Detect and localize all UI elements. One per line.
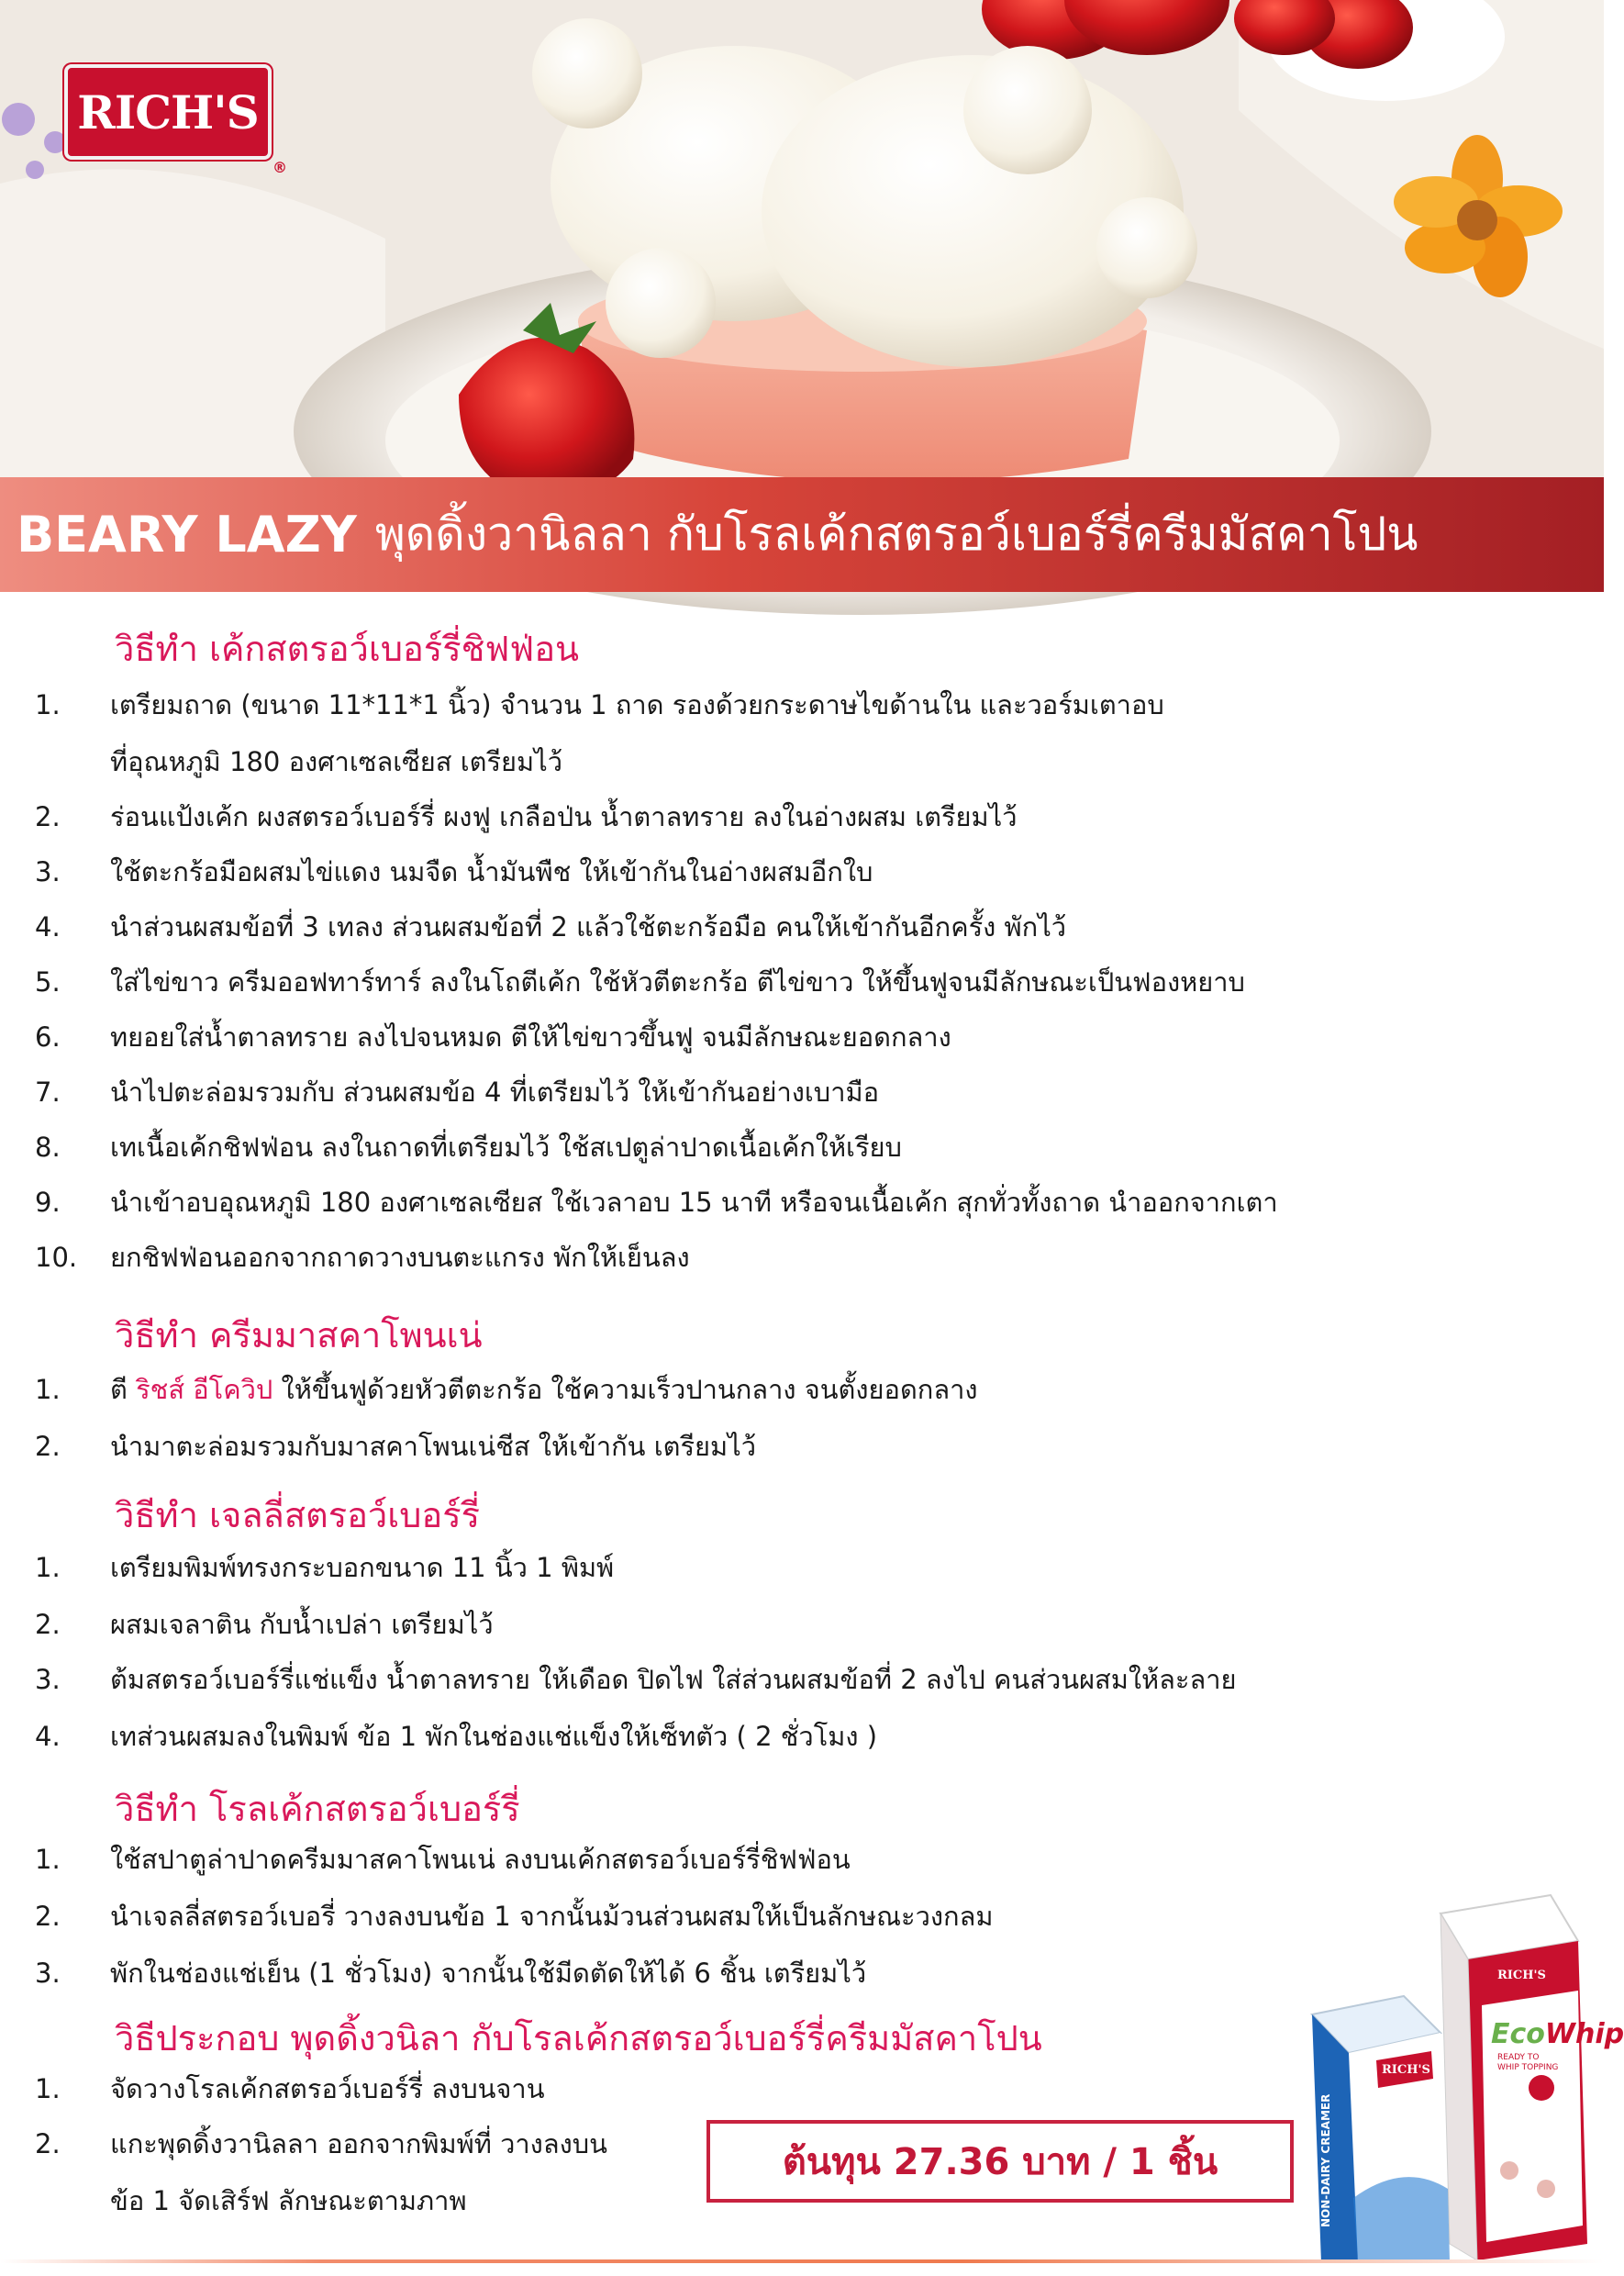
step-text: นำส่วนผสมข้อที่ 3 เทลง ส่วนผสมข้อที่ 2 แล้วใช้ตะกร้อมือ คนให้เข้ากันอีกครั้ง พักไว้ xyxy=(110,911,1067,943)
step-number: 1. xyxy=(35,1374,61,1405)
ecowhip-subtitle: READY TO WHIP TOPPING xyxy=(1497,2053,1559,2072)
step-text: เทเนื้อเค้กชิฟฟ่อน ลงในถาดที่เตรียมไว้ ใช้สเปตูล่าปาดเนื้อเค้กให้เรียบ xyxy=(110,1132,902,1163)
step-number: 10. xyxy=(35,1242,78,1273)
ecowhip-name-whip: Whip xyxy=(1544,2018,1624,2050)
creamer-brand: RICH'S xyxy=(1382,2063,1430,2077)
step-number: 1. xyxy=(35,1844,61,1875)
step-text: เทส่วนผสมลงในพิมพ์ ข้อ 1 พักในช่องแช่แข็งให้เซ็ทตัว ( 2 ชั่วโมง ) xyxy=(110,1721,878,1752)
step-text-pre: ตี xyxy=(110,1374,137,1405)
step-number: 1. xyxy=(35,2073,61,2104)
step-text: พักในช่องแช่เย็น (1 ชั่วโมง) จากนั้นใช้มีดตัดให้ได้ 6 ชิ้น เตรียมไว้ xyxy=(110,1958,867,1989)
step-text: ใช้ตะกร้อมือผสมไข่แดง นมจืด น้ำมันพืช ให้เข้ากันในอ่างผสมอีกใบ xyxy=(110,856,873,887)
step-number: 5. xyxy=(35,966,61,998)
cost-box: ต้นทุน 27.36 บาท / 1 ชิ้น xyxy=(706,2120,1294,2203)
step-text: เตรียมถาด (ขนาด 11*11*1 นิ้ว) จำนวน 1 ถาด รองด้วยกระดาษไขด้านใน และวอร์มเตาอบ xyxy=(110,689,1164,720)
step-text: ร่อนแป้งเค้ก ผงสตรอว์เบอร์รี่ ผงฟู เกลือป่น น้ำตาลทราย ลงในอ่างผสม เตรียมไว้ xyxy=(110,801,1018,832)
step-number: 2. xyxy=(35,1431,61,1462)
step-text xyxy=(110,1371,978,1408)
step-number: 3. xyxy=(35,1958,61,1989)
title-english: BEARY LAZY xyxy=(17,506,357,563)
hero-photo xyxy=(0,0,1604,500)
step-number: 2. xyxy=(35,801,61,832)
title-thai: พุดดิ้งวานิลลา กับโรลเค้กสตรอว์เบอร์รี่ครีมมัสคาโปน xyxy=(374,508,1418,561)
step-number: 3. xyxy=(35,1664,61,1695)
step-number: 6. xyxy=(35,1021,61,1053)
step-text: นำมาตะล่อมรวมกับมาสคาโพนเน่ชีส ให้เข้ากัน เตรียมไว้ xyxy=(110,1431,757,1462)
step-text-continued: ที่อุณหภูมิ 180 องศาเซลเซียส เตรียมไว้ xyxy=(110,746,563,777)
product-highlight: ริชส์ อีโควิป xyxy=(136,1374,273,1405)
section-title-roll-cake: วิธีทำ โรลเค้กสตรอว์เบอร์รี่ xyxy=(115,1789,520,1829)
step-text: ใช้สปาตูล่าปาดครีมมาสคาโพนเน่ ลงบนเค้กสตรอว์เบอร์รี่ชิฟฟ่อน xyxy=(110,1844,851,1875)
step-number: 1. xyxy=(35,1552,61,1583)
step-number: 2. xyxy=(35,2128,61,2159)
step-text: จัดวางโรลเค้กสตรอว์เบอร์รี่ ลงบนจาน xyxy=(110,2073,545,2104)
step-number: 2. xyxy=(35,1609,61,1640)
logo-text: RICH'S xyxy=(77,84,259,139)
step-number: 3. xyxy=(35,856,61,887)
step-number: 4. xyxy=(35,1721,61,1752)
registered-mark: ® xyxy=(273,159,286,176)
step-text: ใส่ไข่ขาว ครีมออฟทาร์ทาร์ ลงในโถตีเค้ก ใช้หัวตีตะกร้อ ตีไข่ขาว ให้ขึ้นฟูจนมีลักษณะเป็นฟองหยาบ xyxy=(110,966,1245,998)
ecowhip-name xyxy=(1491,2018,1624,2050)
product-images xyxy=(1303,1895,1624,2262)
section-title-chiffon: วิธีทำ เค้กสตรอว์เบอร์รี่ชิฟฟ่อน xyxy=(115,629,580,669)
creamer-name: NON-DAIRY CREAMER xyxy=(1319,2093,1332,2227)
step-text: นำเจลลี่สตรอว์เบอรี่ วางลงบนข้อ 1 จากนั้นม้วนส่วนผสมให้เป็นลักษณะวงกลม xyxy=(110,1901,994,1932)
step-text: นำไปตะล่อมรวมกับ ส่วนผสมข้อ 4 ที่เตรียมไว้ ให้เข้ากันอย่างเบามือ xyxy=(110,1077,880,1108)
step-text-continued: ข้อ 1 จัดเสิร์ฟ ลักษณะตามภาพ xyxy=(110,2185,467,2216)
step-text: นำเข้าอบอุณหภูมิ 180 องศาเซลเซียส ใช้เวลาอบ 15 นาที หรือจนเนื้อเค้ก สุกทั่วทั้งถาด นำออกจากเตา xyxy=(110,1187,1278,1218)
step-number: 9. xyxy=(35,1187,61,1218)
step-number: 1. xyxy=(35,689,61,720)
step-text: ต้มสตรอว์เบอร์รี่แช่แข็ง น้ำตาลทราย ให้เดือด ปิดไฟ ใส่ส่วนผสมข้อที่ 2 ลงไป คนส่วนผสมให้ละลาย xyxy=(110,1664,1237,1695)
section-title-mascarpone: วิธีทำ ครีมมาสคาโพนเน่ xyxy=(115,1315,483,1356)
step-text: ยกชิฟฟ่อนออกจากถาดวางบนตะแกรง พักให้เย็นลง xyxy=(110,1242,690,1273)
step-number: 2. xyxy=(35,1901,61,1932)
section-title-assembly: วิธีประกอบ พุดดิ้งวนิลา กับโรลเค้กสตรอว์เบอร์รี่ครีมมัสคาโปน xyxy=(115,2018,1042,2058)
footer-divider xyxy=(0,2259,1604,2263)
section-title-jelly: วิธีทำ เจลลี่สตรอว์เบอร์รี่ xyxy=(115,1495,481,1535)
product-cartons-illustration xyxy=(1303,1895,1596,2262)
step-text-post: ให้ขึ้นฟูด้วยหัวตีตะกร้อ ใช้ความเร็วปานกลาง จนตั้งยอดกลาง xyxy=(273,1374,978,1405)
step-text: แกะพุดดิ้งวานิลลา ออกจากพิมพ์ที่ วางลงบน xyxy=(110,2128,608,2159)
richs-logo xyxy=(64,64,286,176)
step-number: 7. xyxy=(35,1077,61,1108)
step-number: 4. xyxy=(35,911,61,943)
step-text: เตรียมพิมพ์ทรงกระบอกขนาด 11 นิ้ว 1 พิมพ์ xyxy=(110,1552,615,1583)
title-banner xyxy=(0,477,1604,592)
step-text: ผสมเจลาติน กับน้ำเปล่า เตรียมไว้ xyxy=(110,1609,494,1640)
step-number: 8. xyxy=(35,1132,61,1163)
step-text: ทยอยใส่น้ำตาลทราย ลงไปจนหมด ตีให้ไข่ขาวขึ้นฟู จนมีลักษณะยอดกลาง xyxy=(110,1021,951,1053)
ecowhip-brand: RICH'S xyxy=(1497,1969,1546,1982)
ecowhip-name-eco: Eco xyxy=(1491,2018,1545,2050)
